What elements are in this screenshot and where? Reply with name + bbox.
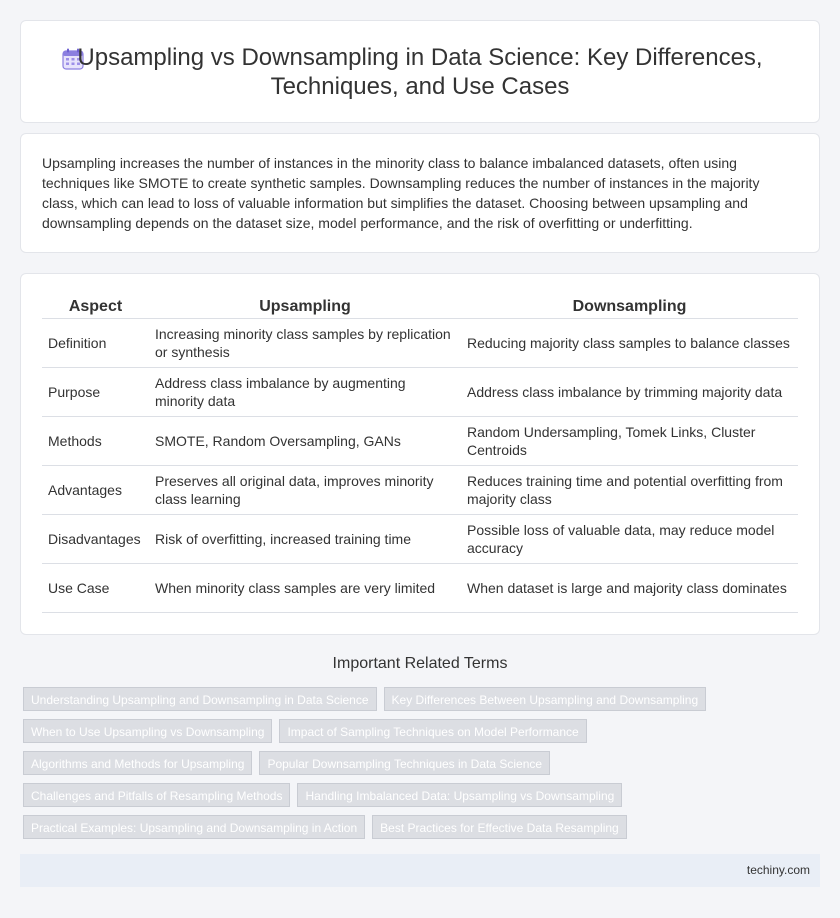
related-term-link[interactable]: Algorithms and Methods for Upsampling — [23, 751, 252, 775]
related-terms-list — [23, 687, 723, 847]
cell-upsampling: Preserves all original data, improves minority class learning — [149, 466, 461, 515]
cell-downsampling: Possible loss of valuable data, may reduce model accuracy — [461, 515, 798, 564]
cell-aspect: Disadvantages — [42, 515, 149, 564]
tag-row — [23, 719, 723, 743]
cell-downsampling: Reducing majority class samples to balance classes — [461, 319, 798, 368]
related-terms-title: Important Related Terms — [332, 655, 508, 672]
tag-row — [23, 751, 723, 775]
cell-aspect: Methods — [42, 417, 149, 466]
footer — [20, 854, 820, 887]
cell-downsampling: Address class imbalance by trimming majority data — [461, 368, 798, 417]
related-term-link[interactable]: Understanding Upsampling and Downsampling in Data Science — [23, 687, 377, 711]
cell-downsampling: When dataset is large and majority class dominates — [461, 564, 798, 613]
cell-upsampling: Address class imbalance by augmenting minority data — [149, 368, 461, 417]
cell-upsampling: SMOTE, Random Oversampling, GANs — [149, 417, 461, 466]
table-row — [42, 417, 798, 466]
table-row — [42, 466, 798, 515]
tag-row — [23, 783, 723, 807]
header-downsampling: Downsampling — [461, 295, 798, 319]
table-row — [42, 564, 798, 613]
related-term-link[interactable]: Popular Downsampling Techniques in Data Science — [259, 751, 550, 775]
related-term-link[interactable]: Best Practices for Effective Data Resampling — [372, 815, 627, 839]
table-row — [42, 319, 798, 368]
related-term-link[interactable]: Key Differences Between Upsampling and Downsampling — [384, 687, 707, 711]
table-row — [42, 368, 798, 417]
table-header-row — [42, 295, 798, 319]
tag-row — [23, 815, 723, 839]
header-upsampling: Upsampling — [149, 295, 461, 319]
header-aspect: Aspect — [42, 295, 149, 319]
tag-row — [23, 687, 723, 711]
cell-aspect: Use Case — [42, 564, 149, 613]
cell-upsampling: Risk of overfitting, increased training time — [149, 515, 461, 564]
footer-site-link[interactable]: techiny.com — [746, 863, 810, 877]
intro-card — [20, 133, 820, 253]
cell-upsampling: When minority class samples are very limited — [149, 564, 461, 613]
related-term-link[interactable]: Challenges and Pitfalls of Resampling Methods — [23, 783, 290, 807]
cell-upsampling: Increasing minority class samples by replication or synthesis — [149, 319, 461, 368]
related-term-link[interactable]: Practical Examples: Upsampling and Downsampling in Action — [23, 815, 365, 839]
cell-aspect: Definition — [42, 319, 149, 368]
page-title: Upsampling vs Downsampling in Data Science: Key Differences, Techniques, and Use Cases — [77, 44, 763, 100]
cell-aspect: Purpose — [42, 368, 149, 417]
cell-downsampling: Random Undersampling, Tomek Links, Cluster Centroids — [461, 417, 798, 466]
cell-downsampling: Reduces training time and potential overfitting from majority class — [461, 466, 798, 515]
intro-paragraph: Upsampling increases the number of instances in the minority class to balance imbalanced datasets, often using techniques like SMOTE to create synthetic samples. Downsampling reduces the number of instances in the majority class, which can lead to loss of valuable information but simplifies the dataset. Choosing between upsampling and downsampling depends on the dataset size, model performance, and the risk of overfitting or underfitting. — [42, 155, 760, 231]
header-card — [20, 20, 820, 123]
comparison-table — [42, 295, 798, 613]
related-term-link[interactable]: When to Use Upsampling vs Downsampling — [23, 719, 272, 743]
comparison-card — [20, 273, 820, 635]
related-term-link[interactable]: Impact of Sampling Techniques on Model Performance — [279, 719, 586, 743]
table-row — [42, 515, 798, 564]
related-term-link[interactable]: Handling Imbalanced Data: Upsampling vs Downsampling — [297, 783, 622, 807]
cell-aspect: Advantages — [42, 466, 149, 515]
